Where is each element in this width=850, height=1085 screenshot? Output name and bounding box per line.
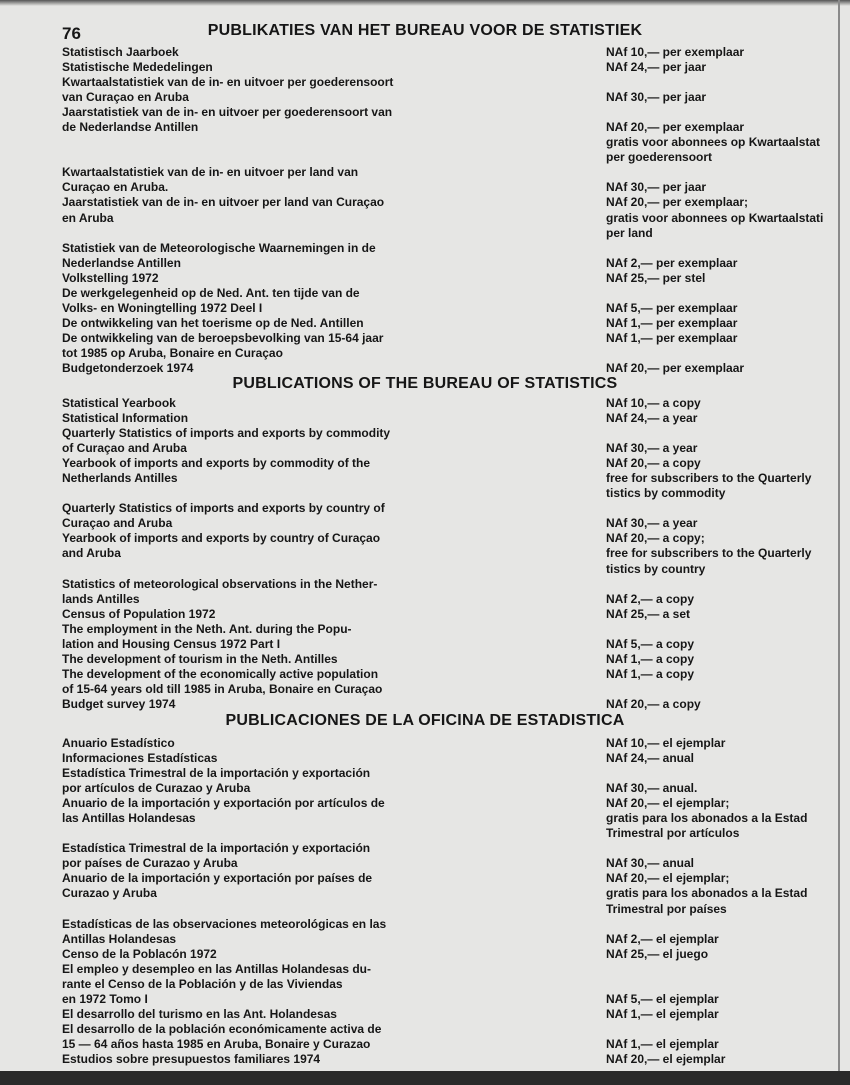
publication-row — [0, 667, 850, 682]
publication-title: Nederlandse Antillen — [62, 255, 181, 270]
publication-row — [0, 120, 850, 135]
publication-title: Netherlands Antilles — [62, 471, 178, 486]
publication-title: Anuario de la importación y exportación por artículos de — [62, 796, 385, 811]
publication-title: Statistical Yearbook — [62, 396, 176, 410]
publication-title: Census of Population 1972 — [62, 606, 216, 621]
publication-title: Estudios sobre presupuestos familiares 1974 — [62, 1051, 321, 1066]
publication-row — [0, 682, 850, 697]
publication-price: NAf 25,— el juego — [606, 946, 709, 961]
publication-price: gratis voor abonnees op Kwartaalstati — [606, 210, 824, 225]
publication-section — [0, 396, 850, 712]
publication-title: and Aruba — [62, 546, 121, 561]
publication-price: gratis para los abonados a la Estad — [606, 886, 808, 901]
publication-title: El empleo y desempleo en las Antillas Holandesas du- — [62, 961, 371, 976]
publication-price: per goederensoort — [606, 150, 713, 165]
publication-row — [0, 316, 850, 331]
publication-title: Anuario Estadístico — [62, 736, 175, 750]
publication-price: NAf 2,— el ejemplar — [606, 931, 719, 946]
publication-row — [0, 45, 850, 60]
publication-title: tot 1985 op Aruba, Bonaire en Curaçao — [62, 345, 283, 360]
publication-title: The development of the economically active population — [62, 666, 379, 681]
publication-row — [0, 135, 850, 150]
publication-title: Statistics of meteorological observations in the Nether- — [62, 576, 378, 591]
publication-title: De werkgelegenheid op de Ned. Ant. ten tijde van de — [62, 285, 360, 300]
publication-price: NAf 30,— anual — [606, 856, 695, 871]
publication-title: por países de Curazao y Aruba — [62, 856, 238, 871]
publication-row — [0, 902, 850, 917]
publication-row — [0, 195, 850, 210]
publication-row — [0, 241, 850, 256]
publication-row — [0, 826, 850, 841]
publication-title: Statistische Mededelingen — [62, 60, 213, 75]
publication-title: lation and Housing Census 1972 Part I — [62, 636, 281, 651]
page-top-edge — [0, 0, 850, 6]
publication-title: Yearbook of imports and exports by commodity of the — [62, 456, 371, 471]
publication-price: free for subscribers to the Quarterly — [606, 471, 812, 486]
publication-row — [0, 886, 850, 901]
publication-title: Jaarstatistiek van de in- en uitvoer per goederensoort van — [62, 105, 393, 120]
publication-row — [0, 60, 850, 75]
publication-row — [0, 286, 850, 301]
publication-title: Budget survey 1974 — [62, 696, 176, 711]
publication-row — [0, 917, 850, 932]
publication-title: The development of tourism in the Neth. Antilles — [62, 651, 338, 666]
publication-row — [0, 1007, 850, 1022]
publication-price: NAf 20,— el ejemplar; — [606, 871, 730, 886]
publication-price: NAf 1,— per exemplaar — [606, 330, 738, 345]
publication-price: NAf 20,— a copy — [606, 456, 701, 471]
publication-row — [0, 622, 850, 637]
publication-title: Volks- en Woningtelling 1972 Deel I — [62, 300, 263, 315]
publication-price: tistics by commodity — [606, 486, 726, 501]
publication-price: NAf 5,— el ejemplar — [606, 991, 719, 1006]
publication-row — [0, 271, 850, 286]
publication-row — [0, 471, 850, 486]
publication-row — [0, 841, 850, 856]
publication-title: El desarrollo del turismo en las Ant. Holandesas — [62, 1006, 337, 1021]
publication-price: Trimestral por países — [606, 901, 727, 916]
publication-title: rante el Censo de la Población y de las Viviendas — [62, 976, 343, 991]
publication-price: NAf 25,— per stel — [606, 270, 706, 285]
publication-row — [0, 932, 850, 947]
publication-row — [0, 346, 850, 361]
publication-price: NAf 20,— el ejemplar — [606, 1051, 726, 1066]
publication-title: Kwartaalstatistiek van de in- en uitvoer per land van — [62, 165, 359, 180]
publication-title: Informaciones Estadísticas — [62, 751, 218, 766]
publication-row — [0, 546, 850, 561]
publication-title: Quarterly Statistics of imports and exports by commodity — [62, 426, 391, 441]
section-title: PUBLICATIONS OF THE BUREAU OF STATISTICS — [232, 375, 618, 392]
publication-title: Volkstelling 1972 — [62, 270, 159, 285]
publication-row — [0, 486, 850, 501]
publication-row — [0, 592, 850, 607]
section-title: PUBLICACIONES DE LA OFICINA DE ESTADISTICA — [225, 712, 625, 729]
publication-title: Estadísticas de las observaciones meteorológicas en las — [62, 916, 387, 931]
publication-row — [0, 150, 850, 165]
publication-price: NAf 20,— a copy; — [606, 531, 705, 546]
publication-price: NAf 30,— per jaar — [606, 90, 707, 105]
publication-price: NAf 24,— anual — [606, 751, 695, 766]
publication-row — [0, 856, 850, 871]
publication-title: De ontwikkeling van de beroepsbevolking van 15-64 jaar — [62, 330, 384, 345]
publication-title: El desarrollo de la población económicamente activa de — [62, 1021, 382, 1036]
publication-title: Jaarstatistiek van de in- en uitvoer per land van Curaçao — [62, 195, 385, 210]
publication-row — [0, 90, 850, 105]
publication-row — [0, 256, 850, 271]
page-bottom-edge — [0, 1071, 850, 1085]
publication-price: NAf 30,— anual. — [606, 781, 698, 796]
publication-price: gratis voor abonnees op Kwartaalstat — [606, 135, 821, 150]
publication-title: De ontwikkeling van het toerisme op de Ned. Antillen — [62, 315, 364, 330]
publication-price: NAf 20,— a copy — [606, 696, 701, 711]
publication-price: gratis para los abonados a la Estad — [606, 811, 808, 826]
publication-section — [0, 736, 850, 1067]
publication-title: Estadística Trimestral de la importación y exportación — [62, 841, 371, 856]
publication-row — [0, 105, 850, 120]
publication-row — [0, 652, 850, 667]
publication-row — [0, 871, 850, 886]
publication-row — [0, 75, 850, 90]
publication-title: Anuario de la importación y exportación por países de — [62, 871, 373, 886]
publication-price: NAf 1,— a copy — [606, 666, 695, 681]
publication-row — [0, 992, 850, 1007]
publication-row — [0, 796, 850, 811]
publication-price: NAf 20,— per exemplaar — [606, 360, 745, 375]
publication-row — [0, 811, 850, 826]
publication-title: of Curaçao and Aruba — [62, 441, 187, 456]
publication-row — [0, 165, 850, 180]
publication-title: van Curaçao en Aruba — [62, 90, 189, 105]
publication-title: Quarterly Statistics of imports and exports by country of — [62, 501, 385, 516]
section-title: PUBLIKATIES VAN HET BUREAU VOOR DE STATISTIEK — [207, 22, 643, 39]
publication-price: NAf 24,— a year — [606, 411, 698, 426]
publication-title: Statistical Information — [62, 411, 189, 426]
publication-price: tistics by country — [606, 561, 706, 576]
publication-title: las Antillas Holandesas — [62, 811, 196, 826]
publication-title: Statistisch Jaarboek — [62, 45, 179, 59]
publication-row — [0, 751, 850, 766]
publication-row — [0, 607, 850, 622]
publication-price: NAf 30,— per jaar — [606, 180, 707, 195]
publication-price: NAf 20,— per exemplaar; — [606, 195, 749, 210]
publication-title: Antillas Holandesas — [62, 931, 177, 946]
publication-price: NAf 2,— a copy — [606, 591, 695, 606]
publication-price: NAf 20,— per exemplaar — [606, 120, 745, 135]
publication-title: Censo de la Poblacón 1972 — [62, 946, 217, 961]
publication-price: free for subscribers to the Quarterly — [606, 546, 812, 561]
publication-row — [0, 226, 850, 241]
publication-row — [0, 697, 850, 712]
publication-row — [0, 637, 850, 652]
publication-title: por artículos de Curazao y Aruba — [62, 781, 251, 796]
publication-row — [0, 531, 850, 546]
publication-price: NAf 24,— per jaar — [606, 60, 707, 75]
publication-title: de Nederlandse Antillen — [62, 120, 199, 135]
publication-row — [0, 766, 850, 781]
publication-row — [0, 331, 850, 346]
publication-title: 15 — 64 años hasta 1985 en Aruba, Bonaire y Curazao — [62, 1036, 371, 1051]
publication-row — [0, 1037, 850, 1052]
publication-row — [0, 781, 850, 796]
publication-price: NAf 10,— per exemplaar — [606, 45, 745, 59]
publication-row — [0, 562, 850, 577]
publication-row — [0, 411, 850, 426]
publication-row — [0, 947, 850, 962]
publication-title: Curaçao en Aruba. — [62, 180, 169, 195]
publication-row — [0, 441, 850, 456]
publication-price: NAf 5,— a copy — [606, 636, 695, 651]
publication-price: Trimestral por artículos — [606, 826, 740, 841]
publication-section — [0, 45, 850, 376]
publication-title: of 15-64 years old till 1985 in Aruba, Bonaire en Curaçao — [62, 681, 383, 696]
publication-row — [0, 977, 850, 992]
publication-row — [0, 211, 850, 226]
publication-price: NAf 30,— a year — [606, 441, 698, 456]
publication-title: Kwartaalstatistiek van de in- en uitvoer per goederensoort — [62, 75, 394, 90]
publication-price: NAf 1,— el ejemplar — [606, 1036, 719, 1051]
publication-price: per land — [606, 225, 653, 240]
publication-price: NAf 20,— el ejemplar; — [606, 796, 730, 811]
publication-price: NAf 1,— per exemplaar — [606, 315, 738, 330]
publication-price: NAf 1,— a copy — [606, 651, 695, 666]
publication-title: Curaçao and Aruba — [62, 516, 173, 531]
publication-row — [0, 1052, 850, 1067]
publication-row — [0, 501, 850, 516]
publication-price: NAf 10,— a copy — [606, 396, 701, 410]
publication-title: Yearbook of imports and exports by country of Curaçao — [62, 531, 381, 546]
publication-row — [0, 736, 850, 751]
publication-row — [0, 396, 850, 411]
publication-row — [0, 577, 850, 592]
publication-price: NAf 30,— a year — [606, 516, 698, 531]
publication-row — [0, 301, 850, 316]
publication-row — [0, 180, 850, 195]
publication-price: NAf 25,— a set — [606, 606, 691, 621]
publication-row — [0, 516, 850, 531]
publication-title: Budgetonderzoek 1974 — [62, 360, 194, 375]
publication-row — [0, 962, 850, 977]
publication-title: en Aruba — [62, 210, 114, 225]
publication-title: Statistiek van de Meteorologische Waarnemingen in de — [62, 240, 376, 255]
publication-row — [0, 456, 850, 471]
publication-title: Curazao y Aruba — [62, 886, 157, 901]
publication-price: NAf 1,— el ejemplar — [606, 1006, 719, 1021]
publication-row — [0, 426, 850, 441]
publication-title: lands Antilles — [62, 591, 140, 606]
publication-price: NAf 5,— per exemplaar — [606, 300, 738, 315]
publication-title: The employment in the Neth. Ant. during the Popu- — [62, 621, 352, 636]
publication-row — [0, 361, 850, 376]
publication-title: en 1972 Tomo I — [62, 991, 148, 1006]
publication-price: NAf 2,— per exemplaar — [606, 255, 738, 270]
publication-title: Estadística Trimestral de la importación y exportación — [62, 766, 371, 781]
publication-price: NAf 10,— el ejemplar — [606, 736, 726, 750]
page-number: 76 — [62, 24, 81, 43]
publication-row — [0, 1022, 850, 1037]
